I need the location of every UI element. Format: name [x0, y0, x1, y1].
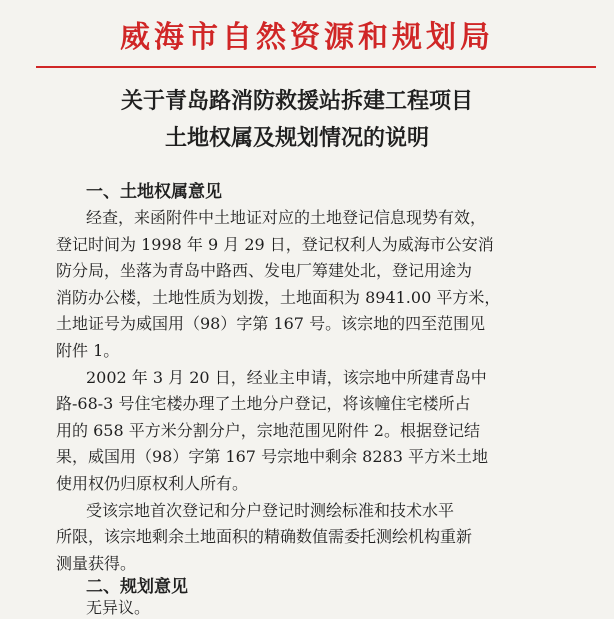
body-line: 2002 年 3 月 20 日，经业主申请，该宗地中所建青岛中: [86, 367, 487, 387]
body-line-no-objection: 无异议。: [86, 598, 151, 618]
document-title-line-2: 土地权属及规划情况的说明: [164, 125, 429, 151]
body-line: 附件 1。: [56, 341, 120, 360]
body-line: 土地证号为威国用（98）字第 167 号。该宗地的四至范围见: [56, 314, 486, 334]
body-line: 路-68-3 号住宅楼办理了土地分户登记，将该幢住宅楼所占: [56, 394, 471, 414]
body-line: 果，威国用（98）字第 167 号宗地中剩余 8283 平方米土地: [56, 447, 488, 467]
body-line: 登记时间为 1998 年 9 月 29 日，登记权利人为威海市公安消: [56, 234, 494, 254]
body-line: 用的 658 平方米分割分户，宗地范围见附件 2。根据登记结: [56, 420, 480, 440]
document-title-line-1: 关于青岛路消防救援站拆建工程项目: [120, 88, 473, 114]
section-heading-planning: 二、规划意见: [86, 577, 188, 598]
body-line: 受该宗地首次登记和分户登记时测绘标准和技术水平: [86, 500, 455, 520]
body-line: 测量获得。: [56, 553, 137, 573]
body-line: 防分局，坐落为青岛中路西、发电厂筹建处北，登记用途为: [56, 261, 473, 281]
body-line: 消防办公楼，土地性质为划拨，土地面积为 8941.00 平方米，: [56, 287, 501, 307]
letterhead-title: 威海市自然资源和规划局: [120, 20, 494, 55]
body-line: 所限，该宗地剩余土地面积的精确数值需委托测绘机构重新: [56, 527, 473, 547]
letterhead-divider: [36, 66, 596, 68]
body-line: 经查，来函附件中土地证对应的土地登记信息现势有效，: [86, 208, 487, 227]
body-line: 使用权仍归原权利人所有。: [56, 474, 249, 493]
section-heading-land-ownership: 一、土地权属意见: [86, 182, 222, 202]
